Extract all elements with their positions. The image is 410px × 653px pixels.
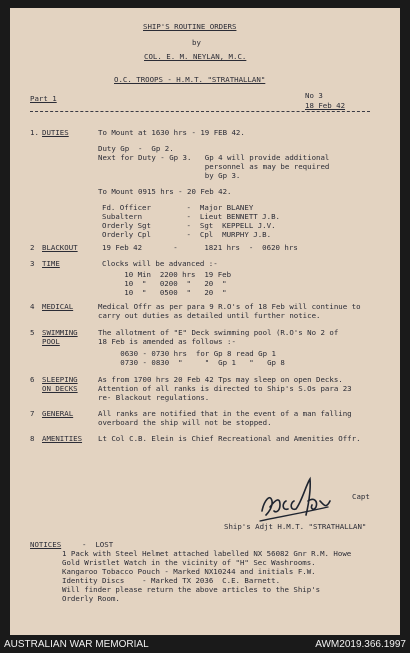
item-title-general: GENERAL [42, 409, 74, 418]
notice-line: Will finder please return the above articles to the Ship's [62, 585, 321, 594]
item-number: 8 [30, 434, 35, 443]
duties-line: Next for Duty - Gp 3. Gp 4 will provide additional [98, 153, 330, 162]
duties-line: To Mount at 1630 hrs - 19 FEB 42. [98, 128, 245, 137]
item-title-amenities: AMENITIES [42, 434, 83, 443]
item-title-medical: MEDICAL [42, 302, 74, 311]
item-title-on-decks: ON DECKS [42, 384, 78, 393]
duty-roster-row: Orderly Cpl - Cpl MURPHY J.B. [102, 230, 272, 239]
item-title-swimming: SWIMMING [42, 328, 78, 337]
signatory-rank: Capt [352, 492, 370, 501]
swimming-line: The allotment of "E" Deck swimming pool (R.O's No 2 of [98, 328, 339, 337]
notices-title: NOTICES [30, 540, 62, 549]
swimming-line: 18 Feb is amended as follows :- [98, 337, 236, 346]
duty-roster-row: Fd. Officer - Major BLANEY [102, 203, 254, 212]
part-label: Part 1 [30, 94, 57, 103]
header-divider [30, 111, 370, 112]
unit-line: O.C. TROOPS - H.M.T. "STRATHALLAN" [114, 75, 266, 84]
item-number: 7 [30, 409, 35, 418]
time-row: 10 " 0200 " 20 " [102, 279, 227, 288]
archive-reference: AWM2019.366.1997 [315, 639, 406, 650]
general-line: All ranks are notified that in the event of a man falling [98, 409, 352, 418]
medical-line: Medical Offr as per para 9 R.O's of 18 Feb will continue to [98, 302, 361, 311]
archive-name: AUSTRALIAN WAR MEMORIAL [4, 639, 149, 650]
duties-line: Duty Gp - Gp 2. [98, 144, 174, 153]
sleeping-line: re- Blackout regulations. [98, 393, 210, 402]
document-page [10, 8, 400, 635]
item-title-duties: DUTIES [42, 128, 69, 137]
signatory-role: Ship's Adjt H.M.T. "STRATHALLAN" [224, 522, 367, 531]
order-number: No 3 [305, 91, 323, 100]
item-title-sleeping: SLEEPING [42, 375, 78, 384]
medical-line: carry out duties as detailed until further notice. [98, 311, 321, 320]
swimming-row: 0730 - 0830 " " Gp 1 " Gp 8 [98, 358, 285, 367]
duties-line: personnel as may be required [98, 162, 330, 171]
item-number: 6 [30, 375, 35, 384]
handwritten-signature [258, 471, 342, 527]
blackout-line: 19 Feb 42 - 1821 hrs - 0620 hrs [102, 243, 298, 252]
officer-name: COL. E. M. NEYLAN, M.C. [144, 52, 247, 61]
notice-line: Identity Discs - Marked TX 2036 C.E. Barnett. [62, 576, 281, 585]
notice-line: Kangaroo Tobacco Pouch - Marked NX10244 and initials F.W. [62, 567, 316, 576]
duties-line: To Mount 0915 hrs - 20 Feb 42. [98, 187, 232, 196]
notices-status: - LOST [82, 540, 114, 549]
time-row: 10 Min 2200 hrs 19 Feb [102, 270, 232, 279]
item-title-time: TIME [42, 259, 60, 268]
sleeping-line: As from 1700 hrs 20 Feb 42 Tps may sleep on open Decks. [98, 375, 343, 384]
item-number: 4 [30, 302, 35, 311]
by-line: by [192, 38, 201, 47]
item-title-pool: POOL [42, 337, 60, 346]
item-number: 1. [30, 128, 39, 137]
item-number: 2 [30, 243, 35, 252]
time-row: 10 " 0500 " 20 " [102, 288, 227, 297]
notice-line: Orderly Room. [62, 594, 120, 603]
item-number: 3 [30, 259, 35, 268]
time-line: Clocks will be advanced :- [102, 259, 218, 268]
notice-line: 1 Pack with Steel Helmet attached labelled NX 56082 Gnr R.M. Howe [62, 549, 352, 558]
archive-footer [0, 637, 410, 653]
sleeping-line: Attention of all ranks is directed to Ship's S.Os para 23 [98, 384, 352, 393]
duty-roster-row: Subaltern - Lieut BENNETT J.B. [102, 212, 280, 221]
general-line: overboard the ship will not be stopped. [98, 418, 272, 427]
order-date: 18 Feb 42 [305, 101, 346, 110]
document-title: SHIP'S ROUTINE ORDERS [143, 22, 237, 31]
item-number: 5 [30, 328, 35, 337]
duties-line: by Gp 3. [98, 171, 241, 180]
duty-roster-row: Orderly Sgt - Sgt KEPPELL J.V. [102, 221, 276, 230]
amenities-line: Lt Col C.B. Elein is Chief Recreational and Amenities Offr. [98, 434, 361, 443]
notice-line: Gold Wristlet Watch in the vicinity of "H" Sec Washrooms. [62, 558, 316, 567]
swimming-row: 0630 - 0730 hrs for Gp 8 read Gp 1 [98, 349, 276, 358]
item-title-blackout: BLACKOUT [42, 243, 78, 252]
